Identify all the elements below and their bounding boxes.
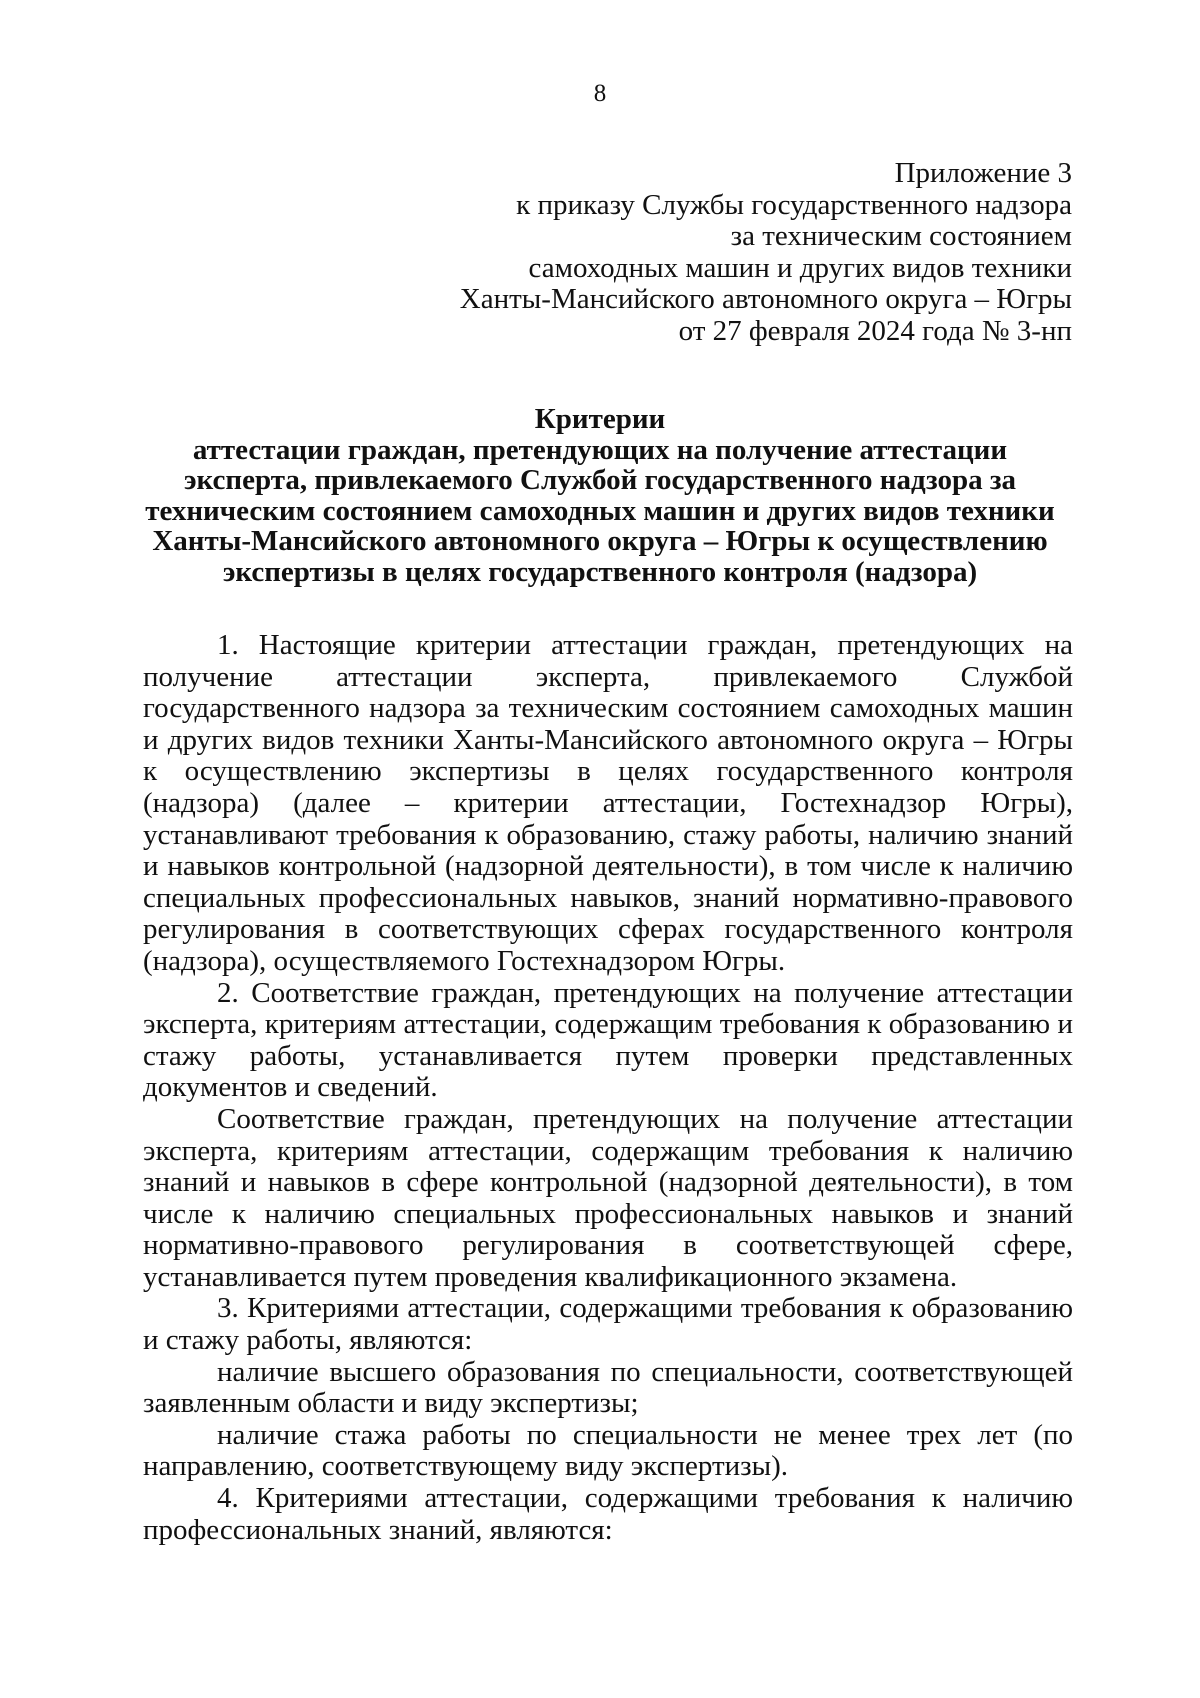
paragraph-4: 4. Критериями аттестации, содержащими требования к наличию профессиональных знаний, являются: [143, 1482, 1073, 1546]
appendix-line: Ханты-Мансийского автономного округа – Югры [459, 283, 1072, 315]
paragraph-3: 3. Критериями аттестации, содержащими требования к образованию и стажу работы, являются: [143, 1292, 1073, 1357]
appendix-line: самоходных машин и других видов техники [528, 251, 1072, 284]
appendix-line: к приказу Службы государственного надзора [516, 188, 1072, 221]
document-heading [100, 404, 1100, 587]
paragraph-2-continued: Соответствие граждан, претендующих на получение аттестации эксперта, критериям аттестации, содержащим требования к наличию знаний и навыков в сфере контрольной (надзорной деятельности), в том числе к наличию специальных профессиональных навыков и знаний нормативно-правового регулирования в соответствующей сфере, устанавливается путем проведения квалификационного экзамена. [143, 1102, 1073, 1293]
appendix-title: Приложение 3 [894, 157, 1072, 189]
document-body [143, 630, 1073, 1546]
heading-line: экспертизы в целях государственного контроля (надзора) [222, 555, 978, 588]
heading-line: аттестации граждан, претендующих на получение аттестации [192, 433, 1008, 466]
criterion-experience: наличие стажа работы по специальности не менее трех лет (по направлению, соответствующему виду экспертизы). [143, 1418, 1073, 1483]
appendix-line: за техническим состоянием [730, 220, 1072, 252]
paragraph-2: 2. Соответствие граждан, претендующих на получение аттестации эксперта, критериям аттестации, содержащим требования к образованию и стажу работы, устанавливается путем проверки представленных документов и сведений. [143, 976, 1073, 1104]
heading-line: Ханты-Мансийского автономного округа – Югры к осуществлению [152, 525, 1048, 557]
paragraph-1: 1. Настоящие критерии аттестации граждан, претендующих на получение аттестации эксперта, привлекаемого Службой государственного надзора за техническим состоянием самоходных машин и других видов техники Ханты-Мансийского автономного округа – Югры к осуществлению экспертизы в целях государственного контроля (надзора) (далее – критерии аттестации, Гостехнадзор Югры), устанавливают требования к образованию, стажу работы, наличию знаний и навыков контрольной (надзорной деятельности), в том числе к наличию специальных профессиональных навыков, знаний нормативно-правового регулирования в соответствующих сферах государственного контроля (надзора), осуществляемого Гостехнадзором Югры. [143, 629, 1073, 977]
appendix-date-number: от 27 февраля 2024 года № 3-нп [678, 314, 1072, 347]
heading-line: эксперта, привлекаемого Службой государственного надзора за [184, 464, 1016, 496]
page-number: 8 [593, 80, 607, 107]
heading-title: Критерии [534, 403, 666, 435]
appendix-reference [460, 158, 1072, 347]
criterion-education: наличие высшего образования по специальности, соответствующей заявленным области и виду экспертизы; [143, 1355, 1073, 1420]
heading-line: техническим состоянием самоходных машин и других видов техники [145, 494, 1055, 527]
